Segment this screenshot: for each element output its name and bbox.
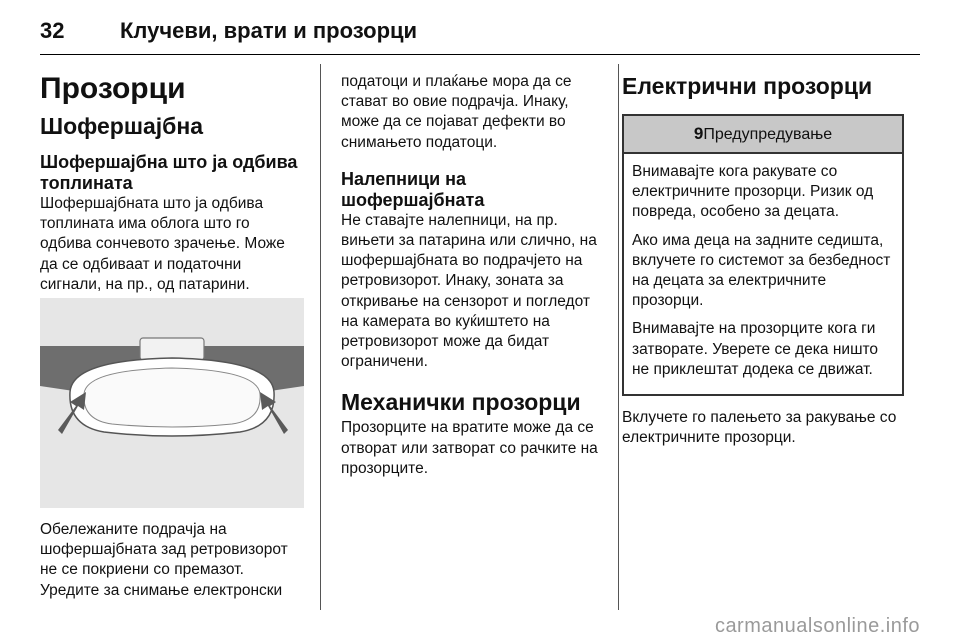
- rearview-mirror-diagram: [40, 298, 304, 508]
- warning-symbol-icon: 9: [693, 124, 704, 143]
- column-divider: [618, 64, 619, 610]
- heading-heat-reflecting: Шофершајбна што ја одбива топлината: [40, 152, 298, 193]
- column-2: [341, 72, 605, 479]
- column-divider: [320, 64, 321, 610]
- paragraph-heat-reflecting: Шофершајбната што ја одбива топлината има облога што го одбива сончевото зрачење. Може да се одбиваат и податочни сигнали, на пр., од патарини.: [40, 195, 285, 293]
- warning-paragraph: Внимавајте кога ракувате со електричните прозорци. Ризик од повреда, особено за децата.: [632, 163, 874, 221]
- column-3: [622, 72, 904, 448]
- watermark: carmanualsonline.info: [714, 615, 920, 637]
- paragraph-windshield-stickers: Не ставајте налепници, на пр. вињети за патарина или слично, на шофершајбната во подрачјето на ретровизорот. Инаку, зоната за откривање на сензорот и погледот на камерата во куќиштето на ретровизорот може да бидат ограничени.: [341, 211, 597, 371]
- warning-paragraph: Ако има деца на задните седишта, вклучете го системот за безбедност на децата за електричните прозорци.: [632, 231, 891, 310]
- warning-title: Предупредување: [703, 126, 833, 143]
- paragraph-manual-windows: Прозорците на вратите може да се отворат или затворат со рачките на прозорците.: [341, 419, 598, 477]
- heading-manual-windows: Механички прозорци: [341, 389, 581, 416]
- section-title: Прозорци: [40, 72, 186, 105]
- paragraph-power-windows: Вклучете го палењето за ракување со електричните прозорци.: [622, 409, 897, 447]
- warning-body: [624, 154, 902, 394]
- figure-caption: Обележаните подрачја на шофершајбната зад ретровизорот не се покриени со премазот. Уредите за снимање електронски: [40, 521, 288, 599]
- page-header: [40, 14, 920, 55]
- mirror-mount: [140, 338, 204, 360]
- heading-power-windows: Електрични прозорци: [622, 73, 873, 99]
- subsection-title: Шофершајбна: [40, 113, 204, 139]
- column-1: [40, 72, 304, 295]
- warning-box: [622, 114, 904, 396]
- mirror-glass: [84, 368, 260, 427]
- page-number: 32: [40, 18, 65, 43]
- paragraph-continued: податоци и плаќање мора да се стават во овие подрачја. Инаку, може да се појават дефекти во снимањето податоци.: [341, 73, 572, 151]
- windshield-illustration: [40, 298, 304, 508]
- running-title: Клучеви, врати и прозорци: [120, 18, 418, 43]
- figure-caption-block: [40, 520, 304, 601]
- warning-paragraph: Внимавајте на прозорците кога ги затворате. Уверете се дека ништо не приклештат додека се движат.: [632, 320, 879, 378]
- warning-header: [624, 116, 902, 154]
- heading-windshield-stickers: Налепници на шофершајбната: [341, 168, 485, 210]
